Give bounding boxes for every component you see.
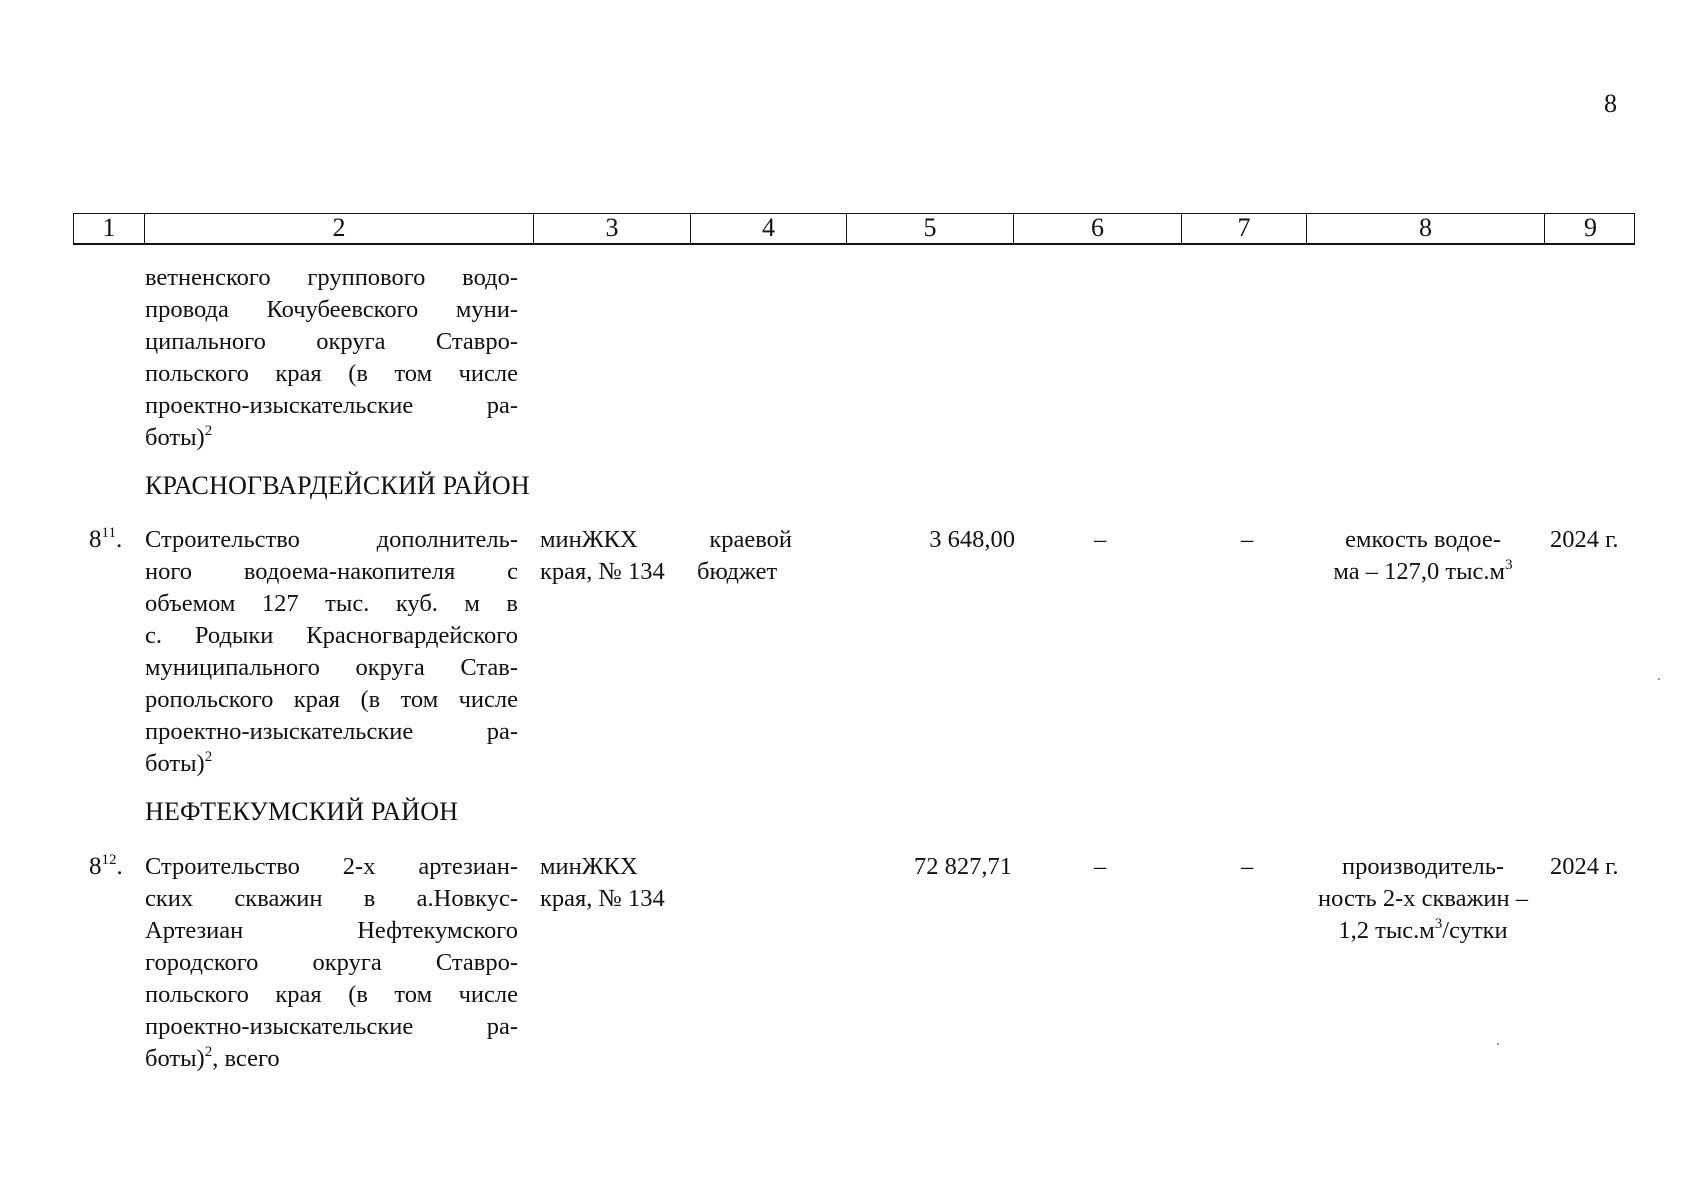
amount-cell: 72 827,71 [914,853,1012,880]
row-name-line: Строительство 2-х артезиан- [145,853,518,880]
header-cell-4: 4 [691,214,847,243]
section-title: НЕФТЕКУМСКИЙ РАЙОН [145,797,459,826]
row-number-main: 8 [89,526,102,553]
result-line: емкость водое- [1345,526,1501,553]
result-line: ность 2-х скважин – [1317,885,1529,912]
row-name-cell [145,524,518,780]
row-name-line: ропольского края (в том числе [145,686,518,713]
result-last-line [1298,556,1548,588]
continuation-line: провода Кочубеевского муни- [145,296,518,323]
row-name-text: боты) [145,750,205,777]
header-cell-2: 2 [145,214,534,243]
executor-line: края, № 134 [540,558,665,585]
header-cell-9: 9 [1584,213,1597,242]
col7-value: – [1241,853,1254,880]
row-name-line: ских скважин в а.Новкус- [145,885,518,912]
executor-cell [540,851,665,915]
result-after-sup: /сутки [1442,917,1508,944]
header-cell-5: 5 [847,214,1014,243]
scan-speck [1497,1043,1499,1045]
continuation-cell [145,262,518,454]
row-name-cell [145,851,518,1075]
footnote-ref: 2 [204,748,213,765]
continuation-line: проектно-изыскательские ра- [145,392,518,419]
continuation-line: ципального округа Ставро- [145,328,518,355]
scan-speck [1658,678,1660,680]
result-sup: 3 [1505,556,1513,573]
row-name-line: Артезиан Нефтекумского [145,917,518,944]
row-name-line: польского края (в том числе [145,981,518,1008]
row-number-suffix: . [115,526,123,553]
source-line: бюджет [697,558,778,585]
footnote-ref: 2 [204,1043,213,1060]
row-number [89,524,122,556]
row-number-sup: 12 [101,851,117,868]
amount-cell: 3 648,00 [929,526,1015,553]
row-name-line: муниципального округа Став- [145,654,518,681]
result-text: ма – 127,0 тыс.м [1333,558,1506,585]
source-line: краевой [709,526,792,553]
header-cell-7: 7 [1182,214,1307,243]
result-line: производитель- [1341,853,1505,880]
executor-line: края, № 134 [540,885,665,912]
executor-cell [540,524,665,588]
row-name-line: с. Родыки Красногвардейского [145,622,518,649]
continuation-last-line [145,422,518,454]
row-number-main: 8 [89,853,102,880]
row-name-line: ного водоема-накопителя с [145,558,518,585]
row-name-text: боты) [145,1045,205,1072]
page-number: 8 [1604,89,1617,118]
row-name-line: проектно-изыскательские ра- [145,718,518,745]
result-cell [1298,524,1548,588]
section-title: КРАСНОГВАРДЕЙСКИЙ РАЙОН [145,471,530,500]
row-name-last-line [145,748,518,780]
result-sup: 3 [1434,915,1443,932]
continuation-text: боты) [145,424,205,451]
row-name-line: Строительство дополнитель- [145,526,518,553]
year-cell: 2024 г. [1550,853,1619,880]
col7-value: – [1241,526,1254,553]
footnote-ref: 2 [204,422,213,439]
row-number [89,851,123,883]
row-name-line: проектно-изыскательские ра- [145,1013,518,1040]
row-name-line: объемом 127 тыс. куб. м в [145,590,518,617]
col6-value: – [1094,526,1107,553]
row-name-line: городского округа Ставро- [145,949,518,976]
source-cell [697,524,792,588]
header-cell-6: 6 [1014,214,1182,243]
result-cell [1298,851,1548,947]
table-header-row [73,213,1635,245]
row-number-sup: 11 [101,524,116,541]
row-name-last-line [145,1043,518,1075]
header-cell-1: 1 [74,214,145,243]
header-cell-8: 8 [1307,214,1545,243]
executor-line: минЖКХ [540,853,638,880]
result-last-line [1298,915,1548,947]
executor-line: минЖКХ [540,526,638,553]
row-number-suffix: . [116,853,123,880]
result-text: 1,2 тыс.м [1338,917,1435,944]
row-name-tail: , всего [212,1045,280,1072]
col6-value: – [1094,853,1107,880]
year-cell: 2024 г. [1550,526,1619,553]
header-cell-3: 3 [534,214,691,243]
continuation-line: польского края (в том числе [145,360,518,387]
continuation-line: ветненского группового водо- [145,264,518,291]
